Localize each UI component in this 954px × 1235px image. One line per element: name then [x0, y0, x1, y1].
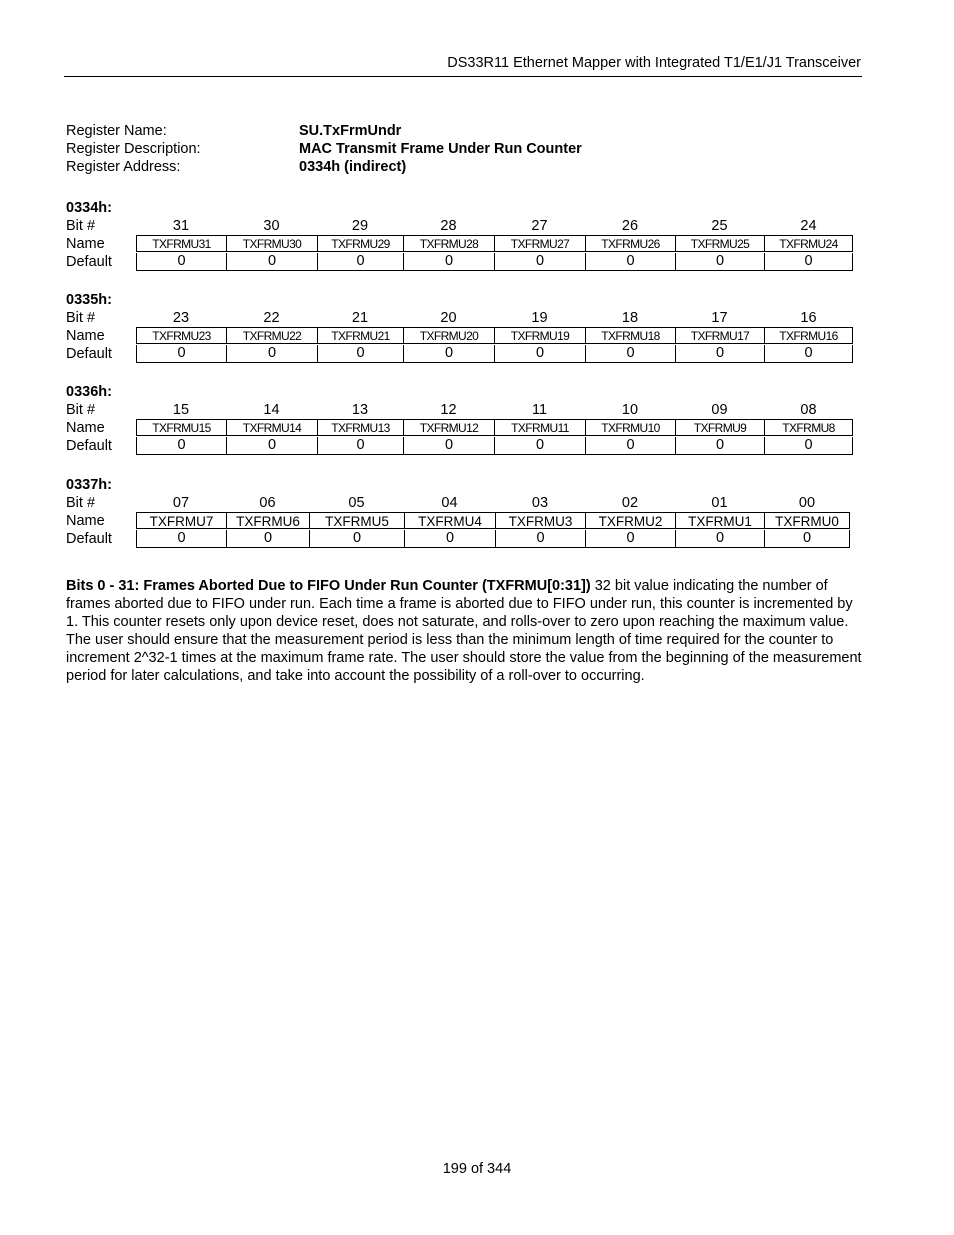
bit-default-cell: 0	[317, 437, 403, 455]
bit-number-cell: 24	[800, 218, 817, 234]
bit-default-cell: 0	[226, 530, 309, 548]
bit-default-row-label: Default	[66, 531, 112, 547]
bit-default-row-label: Default	[66, 438, 112, 454]
bit-number-cell: 26	[621, 218, 639, 234]
bit-default-row	[66, 345, 853, 363]
register-name-row	[66, 122, 582, 140]
bit-default-cell: 0	[675, 345, 764, 363]
bit-number-cell: 14	[263, 402, 280, 418]
bit-number-row-label: Bit #	[66, 218, 96, 234]
bit-number-cell: 02	[621, 495, 639, 511]
bit-name-cell: TXFRMU16	[764, 327, 853, 344]
bit-description-body: 32 bit value indicating the number of frames aborted due to FIFO under run. Each time a frame is aborted due to FIFO under run, this counter is incremented by 1. This counter resets only upon device reset, does not saturate, and rolls-over to zero upon reaching the maximum value. The user should ensure that the measurement period is less than the minimum length of time required for the counter to increment 2^32-1 times at the maximum frame rate. The user should store the value from the beginning of the measurement period for later calculations, and take into account the possibility of a roll-over to occurring.	[66, 578, 862, 684]
bit-number-cell: 20	[440, 310, 457, 326]
bit-number-cell: 00	[798, 495, 816, 511]
bit-default-cell: 0	[403, 345, 494, 363]
bit-default-cell: 0	[764, 530, 850, 548]
bit-number-cell: 01	[711, 495, 728, 511]
bit-default-cell: 0	[136, 345, 226, 363]
bit-name-cell: TXFRMU26	[585, 235, 675, 252]
header-divider	[64, 76, 862, 77]
bit-number-cell: 18	[621, 310, 639, 326]
bit-name-cell: TXFRMU18	[585, 327, 675, 344]
bit-name-cell: TXFRMU24	[764, 235, 853, 252]
bit-number-cell: 03	[531, 495, 549, 511]
bit-name-row	[66, 419, 853, 437]
bit-number-cell: 19	[531, 310, 548, 326]
bit-default-cell: 0	[136, 530, 226, 548]
register-description-label: Register Description:	[66, 141, 201, 157]
bit-name-cell: TXFRMU0	[764, 512, 850, 529]
bit-number-cell: 17	[711, 310, 728, 326]
document-header-title: DS33R11 Ethernet Mapper with Integrated T1/E1/J1 Transceiver	[447, 55, 861, 71]
bit-number-cell: 13	[351, 402, 369, 418]
bit-name-cell: TXFRMU29	[317, 235, 403, 252]
bit-number-row	[66, 217, 853, 235]
register-block-address: 0335h:	[66, 292, 112, 308]
bit-default-cell: 0	[317, 253, 403, 271]
bit-default-cell: 0	[675, 253, 764, 271]
bit-number-cell: 30	[263, 218, 280, 234]
bit-name-cell: TXFRMU27	[494, 235, 585, 252]
register-address-row	[66, 158, 582, 176]
bit-number-cell: 25	[711, 218, 728, 234]
bit-name-cell: TXFRMU6	[226, 512, 309, 529]
register-name-value: SU.TxFrmUndr	[299, 123, 402, 139]
bit-name-row-label: Name	[66, 236, 105, 252]
bit-name-cell: TXFRMU2	[585, 512, 675, 529]
bit-name-cell: TXFRMU12	[403, 419, 494, 436]
bit-number-row	[66, 401, 853, 419]
bit-default-cell: 0	[675, 437, 764, 455]
bit-default-cell: 0	[494, 345, 585, 363]
bit-name-cell: TXFRMU15	[136, 419, 226, 436]
bit-number-row	[66, 494, 850, 512]
bit-default-cell: 0	[495, 530, 585, 548]
register-description-value: MAC Transmit Frame Under Run Counter	[299, 141, 582, 157]
bit-name-cell: TXFRMU8	[764, 419, 853, 436]
bit-number-cell: 04	[441, 495, 458, 511]
bit-name-cell: TXFRMU31	[136, 235, 226, 252]
bit-number-cell: 21	[351, 310, 369, 326]
bit-default-cell: 0	[585, 530, 675, 548]
bit-number-cell: 05	[348, 495, 365, 511]
bit-number-cell: 31	[172, 218, 190, 234]
bit-number-row-label: Bit #	[66, 402, 96, 418]
bit-default-cell: 0	[764, 253, 853, 271]
bit-default-row	[66, 253, 853, 271]
bit-number-cell: 28	[440, 218, 457, 234]
bit-default-cell: 0	[585, 253, 675, 271]
register-description-row	[66, 140, 582, 158]
register-block	[66, 291, 853, 363]
bit-number-cell: 15	[172, 402, 190, 418]
register-block-address: 0336h:	[66, 384, 112, 400]
bit-name-cell: TXFRMU11	[494, 419, 585, 436]
bit-default-row	[66, 530, 850, 548]
bit-name-cell: TXFRMU20	[403, 327, 494, 344]
register-address-value: 0334h (indirect)	[299, 159, 407, 175]
bit-default-cell: 0	[226, 345, 317, 363]
bit-default-cell: 0	[309, 530, 404, 548]
bit-name-cell: TXFRMU10	[585, 419, 675, 436]
bit-name-cell: TXFRMU4	[404, 512, 495, 529]
register-block	[66, 476, 850, 548]
bit-number-cell: 10	[621, 402, 639, 418]
bit-name-row	[66, 512, 850, 530]
bit-default-cell: 0	[136, 253, 226, 271]
bit-name-cell: TXFRMU30	[226, 235, 317, 252]
bit-number-cell: 27	[531, 218, 548, 234]
bit-name-cell: TXFRMU13	[317, 419, 403, 436]
register-block	[66, 199, 853, 271]
bit-default-cell: 0	[764, 345, 853, 363]
bit-name-row	[66, 235, 853, 253]
bit-default-cell: 0	[317, 345, 403, 363]
bit-name-cell: TXFRMU17	[675, 327, 764, 344]
register-info	[66, 122, 582, 176]
bit-name-cell: TXFRMU25	[675, 235, 764, 252]
bit-number-cell: 08	[800, 402, 817, 418]
bit-name-cell: TXFRMU23	[136, 327, 226, 344]
bit-name-cell: TXFRMU7	[136, 512, 226, 529]
bit-number-row-label: Bit #	[66, 310, 96, 326]
bit-name-cell: TXFRMU9	[675, 419, 764, 436]
register-block-address: 0337h:	[66, 477, 112, 493]
bit-default-cell: 0	[585, 345, 675, 363]
bit-name-row-label: Name	[66, 328, 105, 344]
bit-default-cell: 0	[404, 530, 495, 548]
bit-number-cell: 06	[259, 495, 276, 511]
bit-default-cell: 0	[494, 437, 585, 455]
bit-default-cell: 0	[136, 437, 226, 455]
bit-number-cell: 23	[172, 310, 190, 326]
bit-default-cell: 0	[494, 253, 585, 271]
bit-default-cell: 0	[764, 437, 853, 455]
page-number: 199 of 344	[442, 1161, 512, 1177]
bit-number-row-label: Bit #	[66, 495, 96, 511]
bit-name-cell: TXFRMU19	[494, 327, 585, 344]
bit-number-cell: 07	[172, 495, 190, 511]
bit-number-cell: 16	[800, 310, 817, 326]
bit-number-cell: 11	[531, 402, 548, 418]
bit-number-row	[66, 309, 853, 327]
bit-number-cell: 09	[711, 402, 728, 418]
bit-name-row-label: Name	[66, 420, 105, 436]
bit-default-row-label: Default	[66, 254, 112, 270]
bit-name-cell: TXFRMU1	[675, 512, 764, 529]
register-name-label: Register Name:	[66, 123, 167, 139]
bit-default-row	[66, 437, 853, 455]
bit-number-cell: 12	[440, 402, 457, 418]
bit-name-cell: TXFRMU5	[309, 512, 404, 529]
bit-default-cell: 0	[585, 437, 675, 455]
bit-name-cell: TXFRMU3	[495, 512, 585, 529]
bit-name-cell: TXFRMU22	[226, 327, 317, 344]
bit-default-cell: 0	[403, 437, 494, 455]
register-block-address: 0334h:	[66, 200, 112, 216]
bit-default-cell: 0	[226, 437, 317, 455]
bit-name-cell: TXFRMU14	[226, 419, 317, 436]
bit-default-cell: 0	[675, 530, 764, 548]
bit-description	[66, 577, 866, 685]
bit-name-row-label: Name	[66, 513, 105, 529]
bit-name-row	[66, 327, 853, 345]
bit-default-row-label: Default	[66, 346, 112, 362]
bit-number-cell: 22	[263, 310, 280, 326]
register-address-label: Register Address:	[66, 159, 181, 175]
bit-name-cell: TXFRMU28	[403, 235, 494, 252]
bit-default-cell: 0	[226, 253, 317, 271]
bit-default-cell: 0	[403, 253, 494, 271]
register-block	[66, 383, 853, 455]
bit-number-cell: 29	[351, 218, 369, 234]
bit-name-cell: TXFRMU21	[317, 327, 403, 344]
bit-description-heading: Bits 0 - 31: Frames Aborted Due to FIFO Under Run Counter (TXFRMU[0:31])	[66, 578, 591, 594]
